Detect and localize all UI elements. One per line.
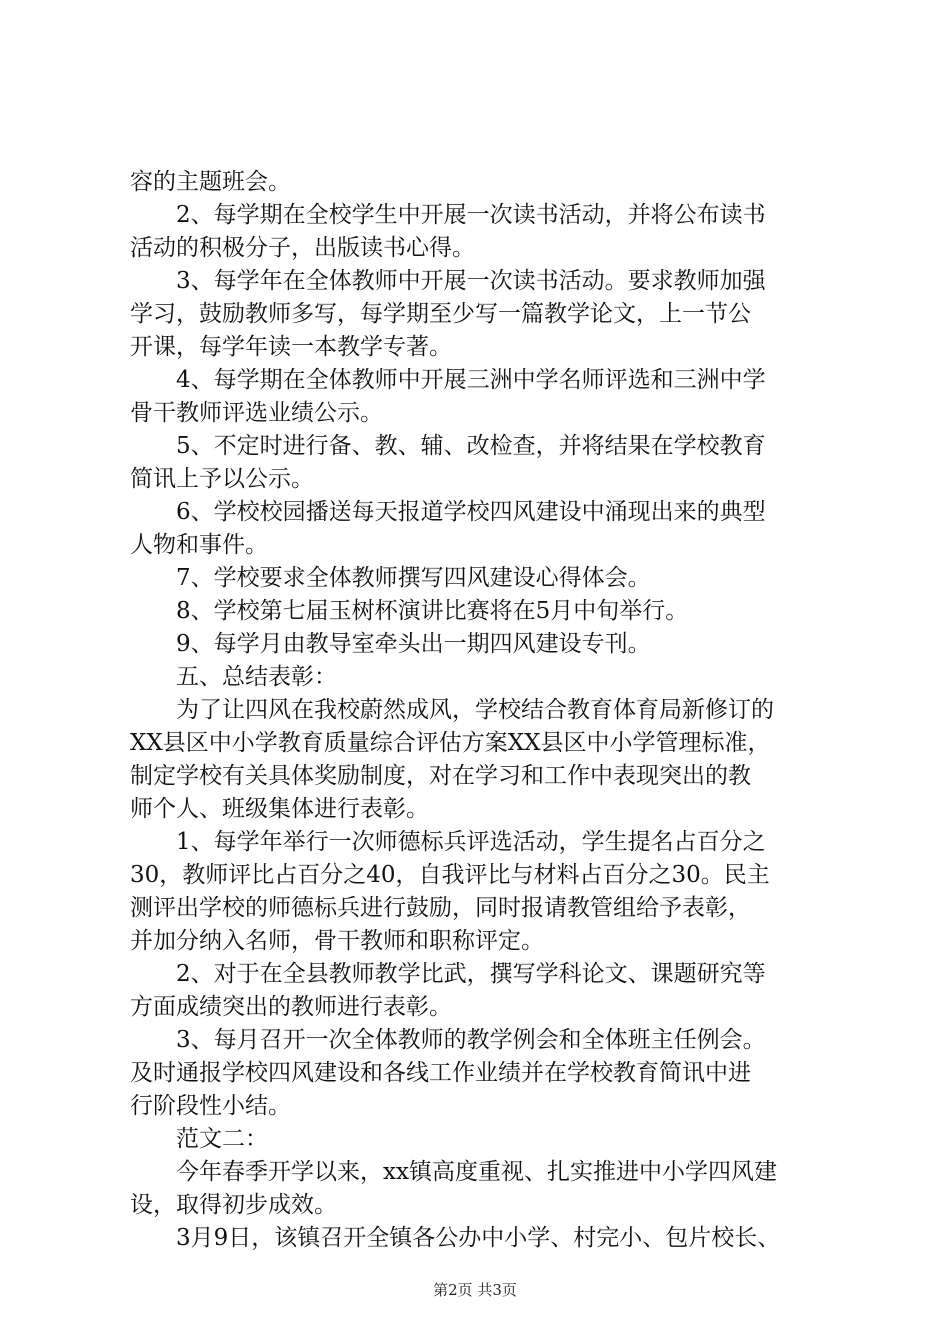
text-line: 学习，鼓励教师多写，每学期至少写一篇教学论文，上一节公 [130, 301, 751, 327]
text-line: 范文二： [176, 1126, 268, 1152]
text-line: 9、每学月由教导室牵头出一期四风建设专刊。 [176, 631, 651, 657]
text-line: 测评出学校的师德标兵进行鼓励，同时报请教管组给予表彰， [130, 895, 751, 921]
text-line: 今年春季开学以来，xx镇高度重视、扎实推进中小学四风建 [176, 1159, 777, 1185]
text-line: 2、对于在全县教师教学比武，撰写学科论文、课题研究等 [176, 961, 766, 987]
text-line: 师个人、班级集体进行表彰。 [130, 796, 429, 822]
text-line: XX县区中小学教育质量综合评估方案XX县区中小学管理标准， [130, 730, 771, 756]
text-line: 方面成绩突出的教师进行表彰。 [130, 994, 452, 1020]
text-line: 3月9日，该镇召开全镇各公办中小学、村完小、包片校长、 [176, 1225, 781, 1251]
text-line: 5、不定时进行备、教、辅、改检查，并将结果在学校教育 [176, 433, 766, 459]
text-line: 为了让四风在我校蔚然成风，学校结合教育体育局新修订的 [176, 697, 774, 723]
text-line: 1、每学年举行一次师德标兵评选活动，学生提名占百分之 [176, 829, 766, 855]
text-line: 2、每学期在全校学生中开展一次读书活动，并将公布读书 [176, 202, 766, 228]
text-line: 骨干教师评选业绩公示。 [130, 400, 383, 426]
text-line: 人物和事件。 [130, 532, 268, 558]
text-line: 3、每学年在全体教师中开展一次读书活动。要求教师加强 [176, 268, 766, 294]
text-line: 4、每学期在全体教师中开展三洲中学名师评选和三洲中学 [176, 367, 766, 393]
text-line: 制定学校有关具体奖励制度，对在学习和工作中表现突出的教 [130, 763, 751, 789]
text-line: 五、总结表彰： [176, 664, 337, 690]
text-line: 活动的积极分子，出版读书心得。 [130, 235, 475, 261]
text-line: 容的主题班会。 [130, 169, 291, 195]
text-line: 6、学校校园播送每天报道学校四风建设中涌现出来的典型 [176, 499, 766, 525]
text-line: 开课，每学年读一本教学专著。 [130, 334, 452, 360]
text-line: 设，取得初步成效。 [130, 1192, 337, 1218]
text-line: 3、每月召开一次全体教师的教学例会和全体班主任例会。 [176, 1027, 766, 1053]
text-line: 并加分纳入名师，骨干教师和职称评定。 [130, 928, 544, 954]
text-line: 7、学校要求全体教师撰写四风建设心得体会。 [176, 565, 651, 591]
text-line: 及时通报学校四风建设和各线工作业绩并在学校教育简讯中进 [130, 1060, 751, 1086]
document-body [130, 166, 842, 1255]
text-line: 简讯上予以公示。 [130, 466, 314, 492]
text-line: 30，教师评比占百分之40，自我评比与材料占百分之30。民主 [130, 862, 770, 888]
text-line: 行阶段性小结。 [130, 1093, 291, 1119]
text-line: 8、学校第七届玉树杯演讲比赛将在5月中旬举行。 [176, 598, 689, 624]
page-footer: 第2页 共3页 [433, 1281, 517, 1299]
